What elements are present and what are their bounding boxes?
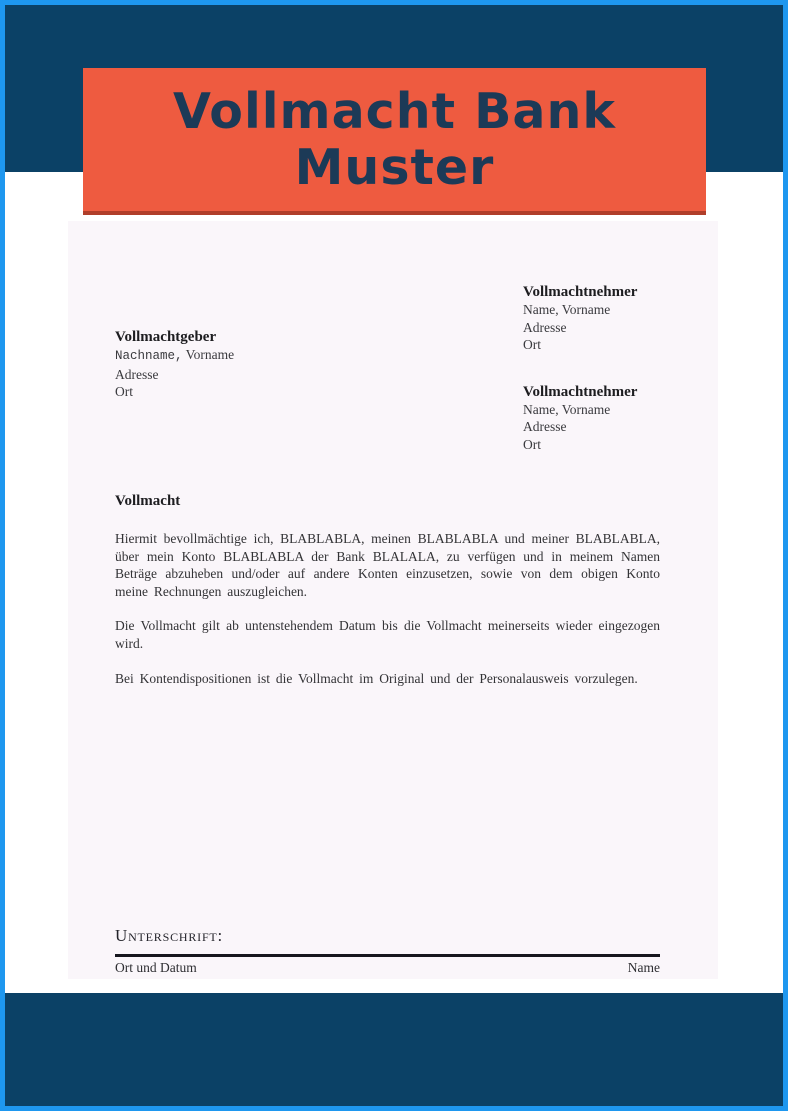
attorney2-header: Vollmachtnehmer bbox=[523, 383, 638, 400]
attorney1-address-line: Adresse bbox=[523, 319, 567, 335]
title-banner bbox=[83, 68, 706, 215]
document-page bbox=[68, 221, 718, 979]
bottom-navy-band bbox=[5, 993, 783, 1106]
signature-section bbox=[115, 926, 660, 976]
grantor-firstname: Vorname bbox=[185, 347, 235, 362]
signature-label: Unterschrift: bbox=[115, 926, 224, 945]
grantor-name-line bbox=[115, 346, 234, 366]
body-paragraph-2: Die Vollmacht gilt ab untenstehendem Datum bis die Vollmacht meinerseits wieder eingezogen wird. bbox=[115, 618, 660, 651]
grantor-address-block bbox=[115, 328, 234, 401]
signature-captions bbox=[115, 960, 660, 976]
attorney2-name-line: Name, Vorname bbox=[523, 401, 611, 417]
attorney2-address-line: Adresse bbox=[523, 419, 567, 434]
attorney-column bbox=[523, 283, 637, 482]
body-heading: Vollmacht bbox=[115, 493, 181, 509]
grantor-address-line: Adresse bbox=[115, 366, 159, 382]
body-paragraph-3: Bei Kontendispositionen ist die Vollmacht im Original und der Personalausweis vorzulegen. bbox=[115, 670, 638, 686]
attorney1-name-line: Name, Vorname bbox=[523, 302, 611, 317]
signature-caption-left: Ort und Datum bbox=[115, 960, 197, 975]
grantor-city-line: Ort bbox=[115, 384, 133, 399]
attorney-address-block-2 bbox=[523, 383, 637, 454]
body-paragraph-1: Hiermit bevollmächtige ich, BLABLABLA, meinen BLABLABLA und meiner BLABLABLA, über mein Konto BLABLABLA der Bank BLALALA, zu verfügen und in meinem Namen Beträge abzuheben und/oder auf andere Konten einzusetzen, sowie von dem obigen Konto meine Rechnungen auszugleichen. bbox=[115, 531, 660, 599]
title-line-1: Vollmacht Bank bbox=[173, 82, 616, 140]
attorney1-header: Vollmachtnehmer bbox=[523, 284, 638, 300]
title-line-2: Muster bbox=[294, 138, 495, 196]
letter-body bbox=[115, 493, 660, 704]
grantor-header: Vollmachtgeber bbox=[115, 329, 217, 345]
page-title bbox=[173, 84, 616, 196]
signature-rule bbox=[115, 954, 660, 957]
attorney-address-block-1 bbox=[523, 283, 637, 354]
grantor-lastname: Nachname, bbox=[115, 349, 183, 363]
attorney2-city-line: Ort bbox=[523, 436, 541, 452]
signature-caption-right: Name bbox=[627, 960, 660, 975]
attorney1-city-line: Ort bbox=[523, 337, 541, 352]
